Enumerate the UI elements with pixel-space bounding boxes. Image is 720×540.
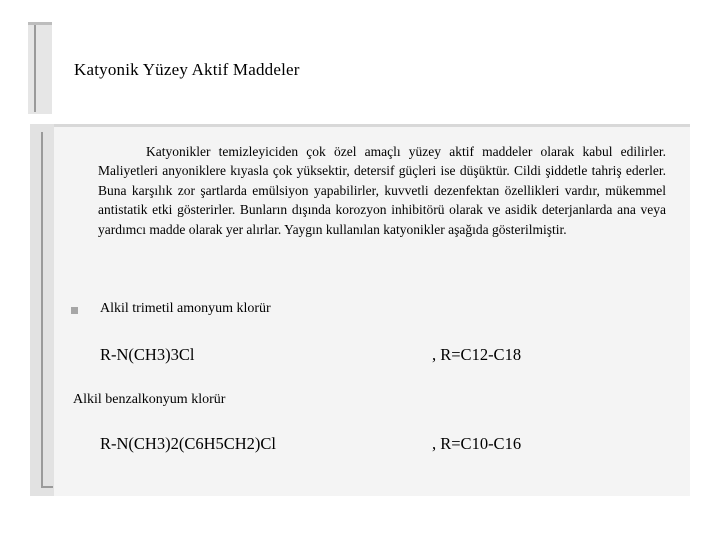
panel-top-divider [30,124,690,127]
item-formula: R-N(CH3)2(C6H5CH2)Cl [100,434,276,453]
item-formula: R-N(CH3)3Cl [100,345,195,364]
paragraph-text: Katyonikler temizleyiciden çok özel amaçlı yüzey aktif maddeler olarak kabul edilirler. Maliyetleri anyoniklere kıyasla çok yüksektir, detersif güçleri ise düşüktür. Cildi şiddetle tahriş ederler. Buna karşılık zor şartlarda emülsiyon yapabilirler, kuvvetli dezenfektan özellikleri vardır, mükemmel antistatik etki gösterirler. Bunların dışında korozyon inhibitörü olarak ve asidik deterjanlarda ana veya yardımcı madde olarak yer alırlar. Yaygın kullanılan katyonikler aşağıda gösterilmiştir. [98,144,666,237]
panel-left-foot [41,486,53,488]
intro-paragraph [98,142,666,239]
slide-title: Katyonik Yüzey Aktif Maddeler [74,60,300,79]
item-name: Alkil trimetil amonyum klorür [100,301,271,316]
item-range: , R=C12-C18 [432,345,522,364]
title-decoration-bar [28,22,52,114]
item-name: Alkil benzalkonyum klorür [73,392,226,407]
item-range: , R=C10-C16 [432,434,522,453]
title-decoration-top [28,22,52,25]
bullet-square-icon [71,307,78,314]
panel-left-line [41,132,43,488]
